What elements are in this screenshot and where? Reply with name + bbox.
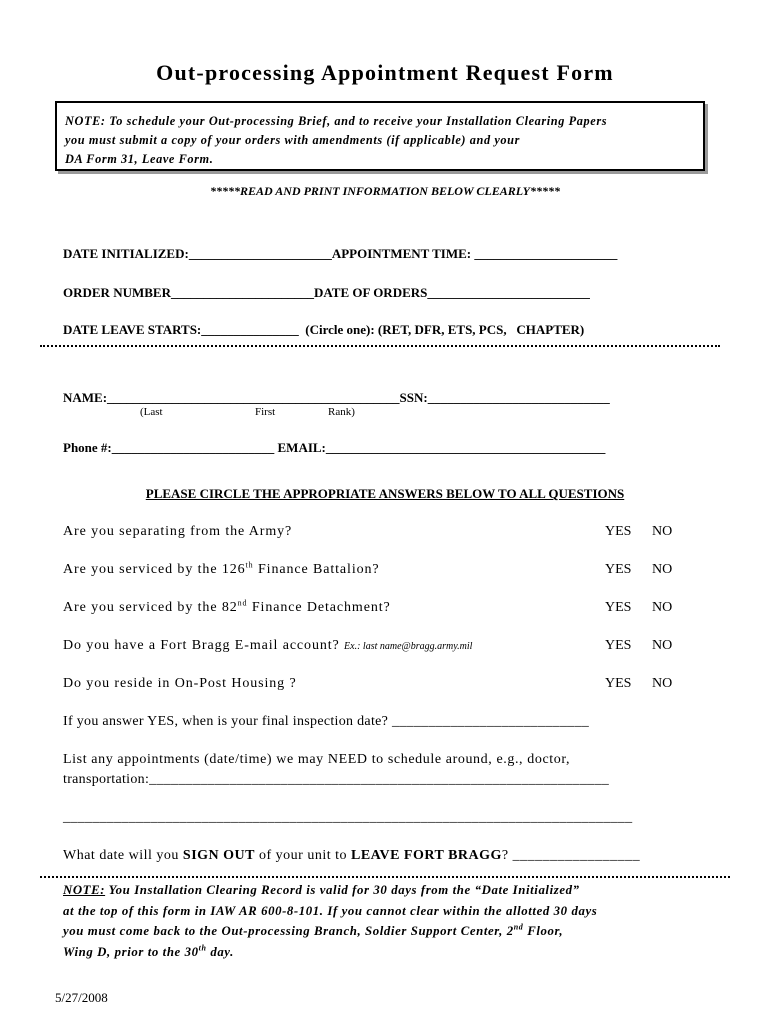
answer-no-2[interactable]: NO <box>652 562 673 577</box>
answer-yes-3[interactable]: YES <box>605 600 632 615</box>
name-ssn-field[interactable]: NAME:_____________________________________________SSN:____________________________ <box>63 390 610 405</box>
question-126th-finance: Are you serviced by the 126th Finance Battalion? <box>63 560 380 577</box>
name-last-label: (Last <box>140 406 163 418</box>
bottom-note-line-2: at the top of this form in IAW AR 600-8-101. If you cannot clear within the allotted 30 days <box>63 903 598 918</box>
form-title: Out-processing Appointment Request Form <box>156 60 614 85</box>
question-appointments-line3[interactable]: ______________________________________________________________________________ <box>63 810 633 825</box>
date-initialized-appointment-time-field[interactable]: DATE INITIALIZED:______________________APPOINTMENT TIME: ______________________ <box>63 246 618 261</box>
question-appointments-line1: List any appointments (date/time) we may NEED to schedule around, e.g., doctor, <box>63 752 571 767</box>
read-print-banner: *****READ AND PRINT INFORMATION BELOW CLEARLY***** <box>210 184 560 198</box>
question-appointments-line2[interactable]: transportation:_______________________________________________________________ <box>63 772 610 787</box>
bottom-note-line-4: Wing D, prior to the 30th day. <box>63 943 234 959</box>
phone-email-field[interactable]: Phone #:_________________________ EMAIL:___________________________________________ <box>63 440 606 455</box>
question-email-account: Do you have a Fort Bragg E-mail account? Ex.: last name@bragg.army.mil <box>63 638 473 653</box>
note-line-2: you must submit a copy of your orders with amendments (if applicable) and your <box>65 133 521 147</box>
answer-no-1[interactable]: NO <box>652 524 673 539</box>
answer-no-3[interactable]: NO <box>652 600 673 615</box>
answer-yes-2[interactable]: YES <box>605 562 632 577</box>
date-leave-starts-field[interactable]: DATE LEAVE STARTS:_______________ (Circle one): (RET, DFR, ETS, PCS, CHAPTER) <box>63 322 585 337</box>
question-sign-out-date[interactable]: What date will you SIGN OUT of your unit to LEAVE FORT BRAGG? _________________ <box>63 848 641 863</box>
question-82nd-finance: Are you serviced by the 82nd Finance Detachment? <box>63 598 391 615</box>
instructions-heading: PLEASE CIRCLE THE APPROPRIATE ANSWERS BELOW TO ALL QUESTIONS <box>145 486 625 501</box>
email-example: Ex.: last name@bragg.army.mil <box>344 641 473 652</box>
answer-yes-5[interactable]: YES <box>605 676 632 691</box>
answer-yes-4[interactable]: YES <box>605 638 632 653</box>
order-number-date-of-orders-field[interactable]: ORDER NUMBER______________________DATE OF ORDERS_________________________ <box>63 285 590 300</box>
note-line-3: DA Form 31, Leave Form. <box>65 152 214 166</box>
name-first-label: First <box>255 406 276 418</box>
bottom-note-label: NOTE: <box>63 883 106 897</box>
question-separating: Are you separating from the Army? <box>63 524 293 539</box>
question-on-post-housing: Do you reside in On-Post Housing ? <box>63 676 297 691</box>
answer-no-5[interactable]: NO <box>652 676 673 691</box>
footer-date: 5/27/2008 <box>55 990 108 1005</box>
bottom-note-line-1: NOTE: You Installation Clearing Record is valid for 30 days from the “Date Initialized” <box>63 883 580 897</box>
dotted-divider-top <box>40 345 720 347</box>
bottom-note-line-3: you must come back to the Out-processing Branch, Soldier Support Center, 2nd Floor, <box>63 922 564 938</box>
note-line-1: NOTE: To schedule your Out-processing Brief, and to receive your Installation Clearing Papers <box>65 114 608 128</box>
answer-no-4[interactable]: NO <box>652 638 673 653</box>
bottom-note <box>63 880 733 962</box>
name-rank-label: Rank) <box>328 406 355 418</box>
question-final-inspection-date[interactable]: If you answer YES, when is your final inspection date? ___________________________ <box>63 714 590 729</box>
dotted-divider-bottom <box>40 876 730 878</box>
note-box <box>55 101 705 171</box>
answer-yes-1[interactable]: YES <box>605 524 632 539</box>
